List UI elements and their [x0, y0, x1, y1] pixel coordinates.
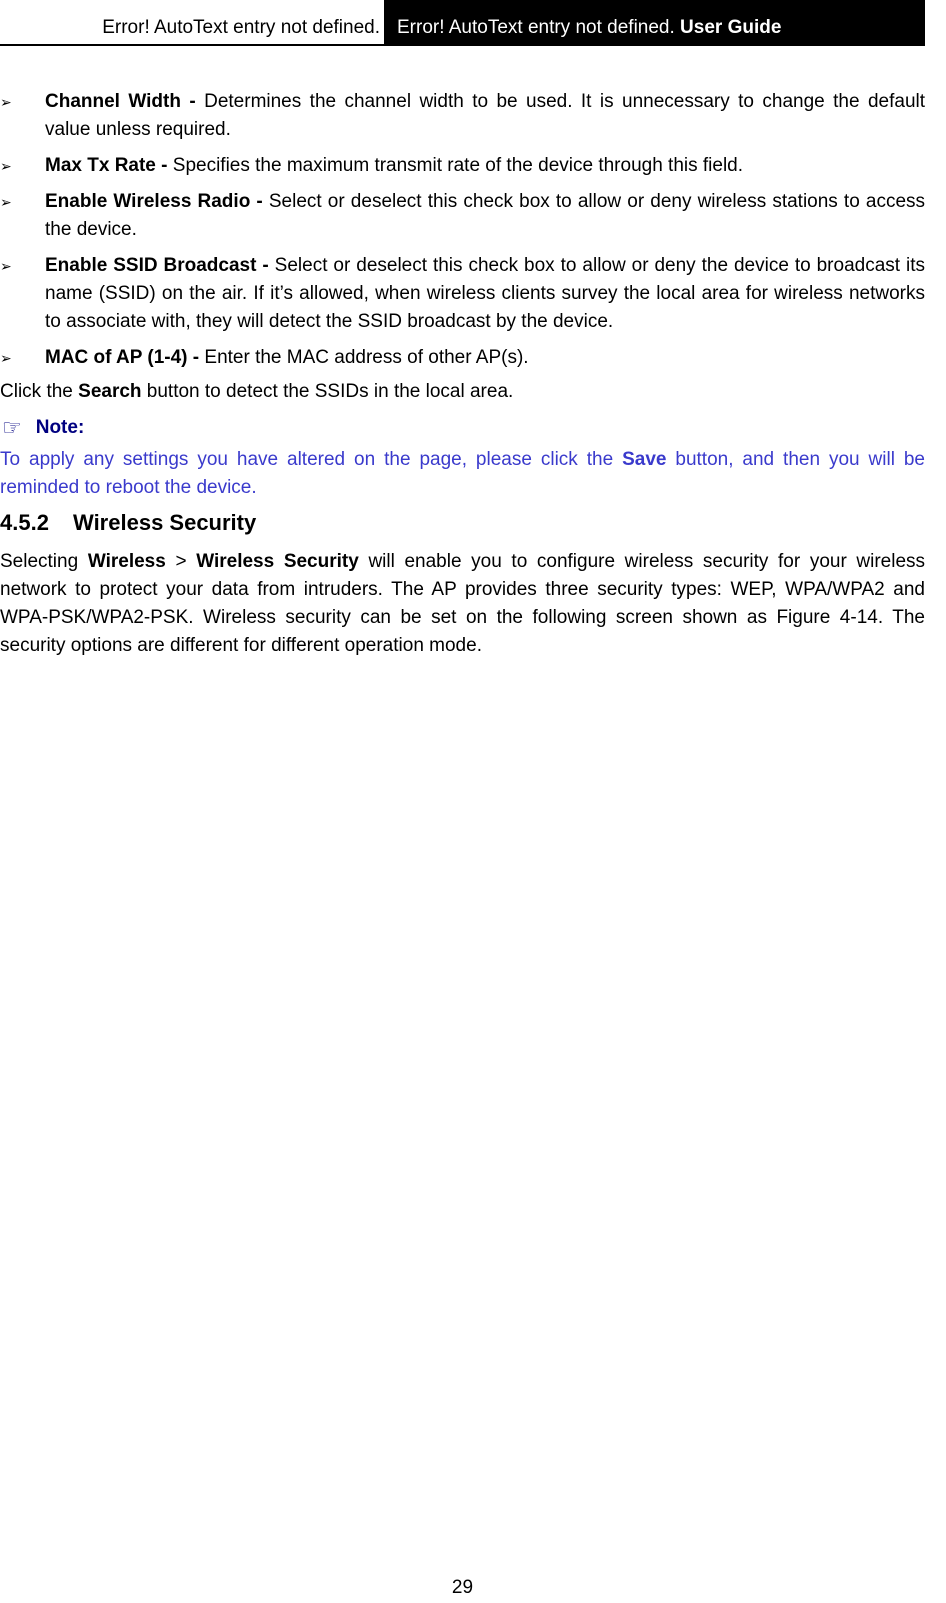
header-left-text: Error! AutoText entry not defined.	[102, 17, 380, 38]
arrow-bullet-icon: ➢	[0, 158, 12, 174]
menu-wireless-security: Wireless Security	[196, 551, 359, 572]
menu-separator: >	[175, 551, 187, 572]
note-text-start: To apply any settings you have altered on the page, please click the	[0, 449, 614, 470]
note-text	[0, 446, 925, 502]
page-content	[0, 88, 925, 668]
bullet-item	[0, 152, 925, 180]
note-save-word: Save	[622, 449, 667, 470]
section-number: 4.5.2	[0, 510, 49, 535]
bullet-desc: Enter the MAC address of other AP(s).	[204, 347, 529, 368]
note-label: Note:	[35, 417, 85, 438]
header-guide-title: User Guide	[680, 17, 782, 38]
search-para-text: Click the	[0, 381, 73, 402]
section-title: Wireless Security	[73, 510, 257, 535]
bullet-item	[0, 188, 925, 244]
section-paragraph	[0, 548, 925, 660]
search-paragraph	[0, 378, 925, 406]
arrow-bullet-icon: ➢	[0, 258, 12, 274]
bullet-desc: Select or deselect this check box to allow or deny the device to broadcast its name (SSID) on the air. If it’s allowed, when wireless clients survey the local area for wireless networks to associate with, they will detect the SSID broadcast by the device.	[45, 255, 925, 332]
header-right-block	[384, 0, 925, 44]
bullet-term: Channel Width -	[45, 91, 196, 112]
arrow-bullet-icon: ➢	[0, 350, 12, 366]
bullet-term: MAC of AP (1-4) -	[45, 347, 200, 368]
search-para-text-end: button to detect the SSIDs in the local area.	[146, 381, 514, 402]
bullet-desc: Determines the channel width to be used. It is unnecessary to change the default value unless required.	[45, 91, 926, 140]
note-text-end: button, and then you will be reminded to reboot the device.	[0, 449, 925, 498]
bullet-item	[0, 88, 925, 144]
section-heading	[0, 508, 925, 538]
page-number: 29	[451, 1577, 474, 1598]
bullet-desc: Select or deselect this check box to allow or deny wireless stations to access the device.	[45, 191, 926, 240]
bullet-term: Enable SSID Broadcast -	[45, 255, 269, 276]
search-button-name: Search	[78, 381, 142, 402]
note-heading	[0, 414, 925, 442]
header-right-text: Error! AutoText entry not defined.	[397, 17, 675, 38]
section-para-text-end: will enable you to configure wireless security for your wireless network to protect your data from intruders. The AP provides three security types: WEP, WPA/WPA2 and WPA-PSK/WPA2-PSK. Wireless security can be set on the following screen shown as Figure 4-14. The security options are different for different operation mode.	[0, 551, 926, 656]
bullet-term: Enable Wireless Radio -	[45, 191, 263, 212]
bullet-item	[0, 344, 925, 372]
bullet-item	[0, 252, 925, 336]
pointing-hand-icon: ☞	[2, 415, 22, 440]
bullet-term: Max Tx Rate -	[45, 155, 168, 176]
section-para-text: Selecting	[0, 551, 79, 572]
arrow-bullet-icon: ➢	[0, 94, 12, 110]
arrow-bullet-icon: ➢	[0, 194, 12, 210]
page-header	[0, 0, 925, 46]
menu-wireless: Wireless	[87, 551, 166, 572]
bullet-desc: Specifies the maximum transmit rate of the device through this field.	[172, 155, 744, 176]
